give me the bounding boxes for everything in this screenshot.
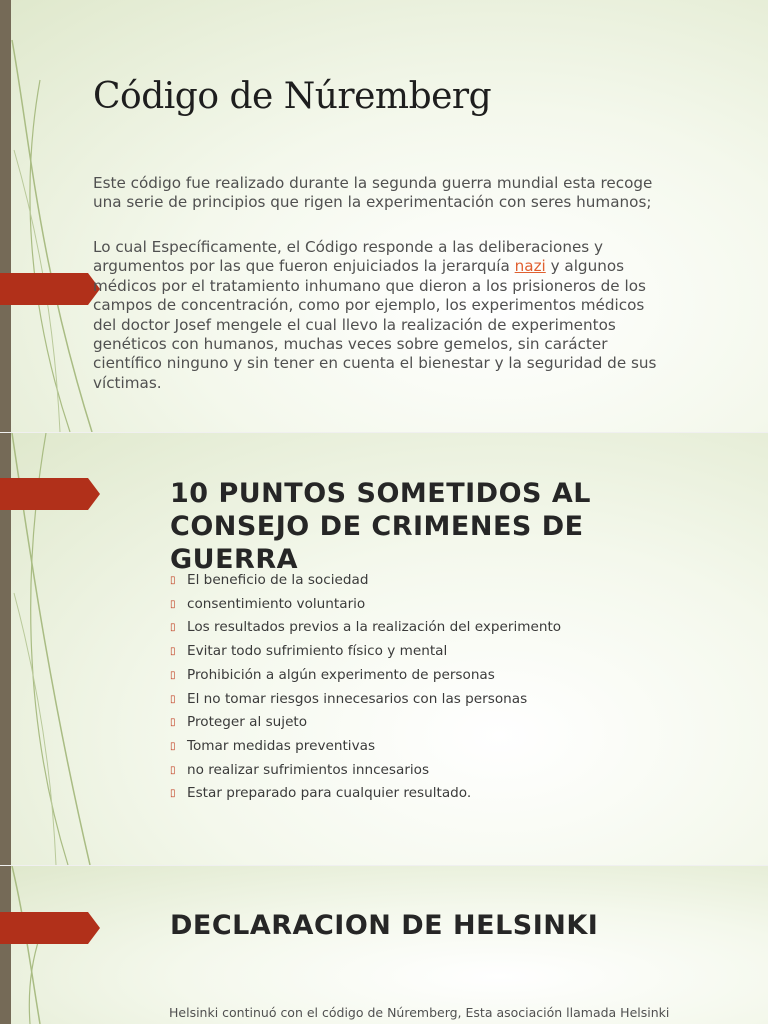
list-item-text: Tomar medidas preventivas — [187, 737, 376, 754]
list-item-text: El beneficio de la sociedad — [187, 572, 369, 588]
slide-3 — [0, 866, 768, 1024]
list-item — [170, 593, 561, 617]
bullet-icon: ▯ — [170, 646, 176, 658]
list-item-text: El no tomar riesgos innecesarios con las personas — [187, 690, 528, 707]
list-item — [170, 735, 561, 759]
list-item — [170, 688, 561, 712]
list-item-text: consentimiento voluntario — [187, 595, 366, 612]
list-item-text: no realizar sufrimientos inncesarios — [187, 761, 430, 778]
list-item-text: Proteger al sujeto — [187, 714, 308, 731]
list-item — [170, 711, 561, 735]
bullet-icon: ▯ — [170, 598, 176, 610]
bullet-list — [170, 569, 561, 806]
body-paragraph — [93, 238, 668, 393]
red-arrow-tab — [0, 912, 100, 944]
red-arrow-tab — [0, 478, 100, 510]
list-item — [170, 569, 561, 593]
bullet-icon: ▯ — [170, 740, 176, 752]
bullet-icon: ▯ — [170, 788, 176, 800]
slide-title: 10 PUNTOS SOMETIDOS AL CONSEJO DE CRIMENES DE GUERRA — [170, 478, 591, 575]
list-item — [170, 759, 561, 783]
slide-2 — [0, 433, 768, 865]
bullet-icon: ▯ — [170, 764, 176, 776]
nazi-link[interactable]: nazi — [514, 257, 546, 276]
bullet-icon: ▯ — [170, 693, 176, 705]
list-item-text: Evitar todo sufrimiento físico y mental — [187, 643, 448, 660]
bullet-icon: ▯ — [170, 717, 176, 729]
slide-sidebar-bar — [0, 866, 11, 1024]
list-item — [170, 664, 561, 688]
paragraph-text: y algunos médicos por el tratamiento inhumano que dieron a los prisioneros de los campos de concentración, como por ejemplo, los experimentos médicos del doctor Josef mengele el cual llevo la realización de experimentos genéticos con humanos, muchas veces sobre gemelos, sin carácter científico ninguno y sin tener en cuenta el bienestar y la seguridad de sus víctimas. — [93, 257, 657, 392]
list-item-text: Prohibición a algún experimento de personas — [187, 666, 495, 683]
body-paragraph: Este código fue realizado durante la segunda guerra mundial esta recoge una serie de principios que rigen la experimentación con seres humanos; — [93, 174, 653, 212]
slide-title: Código de Núremberg — [93, 76, 492, 117]
bullet-icon: ▯ — [170, 575, 176, 586]
body-paragraph: Helsinki continuó con el código de Núremberg, Esta asociación llamada Helsinki — [169, 1005, 670, 1020]
list-item-text: Los resultados previos a la realización del experimento — [187, 619, 562, 636]
red-arrow-tab — [0, 273, 100, 305]
paragraph-text: Lo cual Específicamente, el Código responde a las deliberaciones y argumentos por las que fueron enjuiciados la jerarquía — [93, 238, 604, 276]
slide-sidebar-bar — [0, 0, 11, 432]
list-item — [170, 616, 561, 640]
decorative-swirl — [0, 866, 140, 1024]
bullet-icon: ▯ — [170, 669, 176, 681]
slide-title: DECLARACION DE HELSINKI — [170, 910, 599, 941]
bullet-icon: ▯ — [170, 622, 176, 634]
list-item — [170, 782, 561, 806]
list-item-text: Estar preparado para cualquier resultado. — [187, 785, 472, 802]
list-item — [170, 640, 561, 664]
slide-1 — [0, 0, 768, 432]
